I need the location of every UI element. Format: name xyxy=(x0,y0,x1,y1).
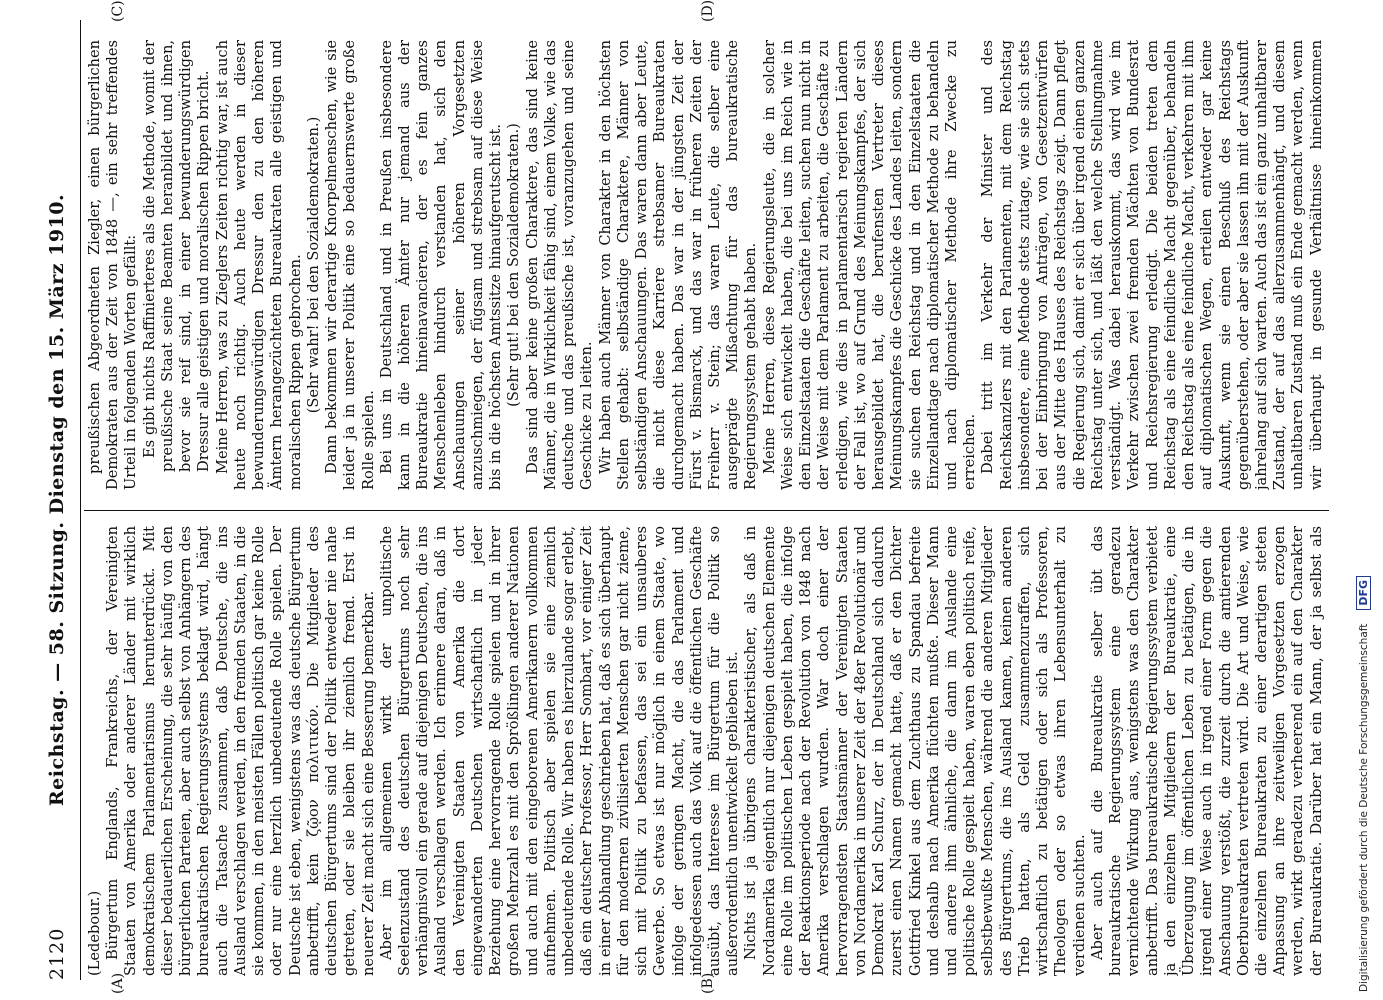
margin-mark-a: (A) xyxy=(110,972,126,994)
paragraph: Bei uns in Deutschland und in Preußen insbesondere kann in die höheren Ämter nur jemand aus der Bureaukratie hineinavancieren, der es fein ganzes Menschenleben hindurch verstanden hat, sich den Anschauungen seiner höheren Vorgesetzten anzuschmiegen, der fügsam und strebsam auf diese Weise bis in die höchsten Amtssitze hinaufgerutscht ist. xyxy=(377,40,505,490)
left-column xyxy=(86,526,1326,976)
dfg-logo: DFG xyxy=(1356,576,1371,610)
margin-mark-d: (D) xyxy=(700,0,716,22)
paragraph: Dabei tritt im Verkehr der Minister und des Reichskanzlers mit den Parlamenten, mit dem Reichstag insbesondere, eine Methode stets zutage, wie sie sich stets bei der Einbringung von Anträgen, von Gesetzentwürfen aus der Mitte des Hauses des Reichstags zeigt. Dann pflegt die Regierung sich, damit er sich über irgend einen ganzen Reichstag unter sich, und läßt den welche Stellungnahme verständigt. Was dabei herauskommt, das wird wie im Verkehr zwischen zwei fremden Mächten von Bundesrat und Reichsregierung erledigt. Die beiden treten dem Reichstag als eine feindliche Macht gegenüber, behandeln den Reichstag als eine feindliche Macht, verkehren mit ihm auf diplomatischen Wegen, erteilen entweder gar keine Auskunft, wenn sie einen Beschluß des Reichstags gegenüberstehen, oder aber sie lassen ihn mit der Auskunft jahrelang auf sich warten. Auch das ist ein ganz unhaltbarer Zustand, der auf das allerzusammenhängt, und diesem unhaltbaren Zustand muß ein Ende gemacht werden, wenn wir überhaupt in gesunde Verhältnisse hineinkommen xyxy=(979,40,1325,490)
paragraph: preußischen Abgeordneten Ziegler, einen bürgerlichen Demokraten aus der Zeit von 1848 —, ein sehr treffendes Urteil in folgenden Worten gefällt: xyxy=(86,40,140,490)
paragraph: Aber im allgemeinen wirkt der unpolitische Seelenzustand des deutschen Bürgertums noch sehr verhängnisvoll ein gerade auf diejenigen Deutschen, die ins Ausland verschlagen werden. Ich erinnere daran, daß in den Vereinigten Staaten von Amerika die dort eingewanderten Deutschen wirtschaftlich in jeder Beziehung eine hervorragende Rolle spielen und in ihrer großen Mehrzahl es mit den Sprößlingen anderer Nationen und auch mit den eingeborenen Amerikanern vollkommen aufnehmen. Politisch aber spielen sie eine ziemlich unbedeutende Rolle. Wir haben es hierzulande sogar erlebt, daß ein deutscher Professor, Herr Sombart, vor einiger Zeit in einer Abhandlung geschrieben hat, daß es sich überhaupt für den modernen zivilisierten Menschen gar nicht zieme, sich mit Politik zu befassen, das sei ein unsauberes Gewerbe. So etwas ist nur möglich in einem Staate, wo infolge der geringen Macht, die das Parlament und infolgedessen auch das Volk auf die öffentlichen Geschäfte ausübt, das Interesse im Bürgertum für die Politik so außerordentlich unentwickelt geblieben ist. xyxy=(377,526,742,976)
column-divider xyxy=(84,510,1329,511)
right-column xyxy=(86,40,1326,490)
paragraph: Nichts ist ja übrigens charakteristischer, als daß in Nordamerika eigentlich nur diejenigen deutschen Elemente eine Rolle im politischen Leben gespielt haben, die infolge der Reaktionsperiode nach der Revolution von 1848 nach Amerika verschlagen wurden. War doch einer der hervorragendsten Staatsmänner der Vereinigten Staaten von Nordamerika in unserer Zeit der 48er Revolutionär und Demokrat Karl Schurz, der in Deutschland sich dadurch zuerst einen Namen gemacht hatte, daß er den Dichter Gottfried Kinkel aus dem Zuchthaus zu Spandau befreite und deshalb nach Amerika flüchten mußte. Dieser Mann und andere ihm ähnliche, die dann im Auslande eine politische Rolle gespielt haben, waren eben politisch reife, selbstbewußte Menschen, während die anderen Mitglieder des Bürgertums, die ins Ausland kamen, keinen anderen Trieb hatten, als Geld zusammenzuraffen, sich wirtschaftlich zu betätigen oder sich als Professoren, Theologen oder so etwas ihren Lebensunterhalt zu verdienen suchten. xyxy=(742,526,1088,976)
quotation: Es gibt nichts Raffinierteres als die Methode, womit der preußische Staat seine Beamten heranbildet und ihnen, bevor sie reif sind, in einer bewunderungswürdigen Dressur alle geistigen und moralischen Rippen bricht. xyxy=(140,40,213,472)
paragraph: Wir haben auch Männer von Charakter in den höchsten Stellen gehabt: selbständige Charaktere, Männer von selbständigen Anschauungen. Das waren dann aber Leute, die nicht diese Karriere strebsamer Bureaukraten durchgemacht haben. Das war in der jüngsten Zeit der Fürst v. Bismarck, und das war in früheren Zeiten der Freiherr v. Stein; das waren Leute, die selber eine ausgeprägte Mißachtung für das bureaukratische Regierungssystem gehabt haben. xyxy=(596,40,760,490)
paragraph: Bürgertum Englands, Frankreichs, der Vereinigten Staaten von Amerika oder anderer Länder mit wirklich demokratischem Parlamentarismus herunterdrückt. Mit dieser bedauerlichen Erscheinung, die sehr häufig von den bürgerlichen Parteien, aber auch selbst von Anhängern des bureaukratischen Regierungssystems beklagt wird, hängt auch die Tatsache zusammen, daß Deutsche, die ins Ausland verschlagen werden, in den fremden Staaten, in die sie kommen, in den meisten Fällen politisch gar keine Rolle oder nur eine herzlich unbedeutende Rolle spielen. Der Deutsche ist eben, wenigstens was das deutsche Bürgertum anbetrifft, kein ζῷον πολιτικόν. Die Mitglieder des deutschen Bürgertums sind der Politik entweder nie nahe getreten, oder sie bleiben ihr ziemlich fremd. Erst in neuerer Zeit macht sich eine Besserung bemerkbar. xyxy=(104,526,377,976)
page-header xyxy=(40,20,78,980)
paragraph: Dann bekommen wir derartige Knorpelmenschen, wie sie leider ja in unserer Politik eine so bedauernswerte große Rolle spielen. xyxy=(323,40,377,490)
speaker-name: (Ledebour.) xyxy=(86,890,103,976)
interjection: (Sehr gut! bei den Sozialdemokraten.) xyxy=(505,123,523,407)
page-title: Reichstag. — 58. Sitzung. Dienstag den 15. März 1910. xyxy=(46,193,68,807)
digitization-watermark xyxy=(1352,8,1376,992)
margin-mark-b: (B) xyxy=(700,972,716,994)
paragraph: Meine Herren, diese Regierungsleute, die in solcher Weise sich entwickelt haben, die bei uns im Reich wie in den Einzelstaaten die Geschäfte leiten, suchen nun nicht in der Weise mit dem Parlament zu arbeiten, die Geschäfte zu erledigen, wie dies in parlamentarisch regierten Ländern der Fall ist, wo auf Grund des Meinungskampfes, der sich herausgebildet hat, die berufensten Vertreter dieses Meinungskampfes die Geschicke des Landes leiten, sondern sie suchen den Reichstag und in den Einzelstaaten die Einzellandtage nach diplomatischer Methode zu behandeln und nach diplomatischer Methode ihre Zwecke zu erreichen. xyxy=(760,40,979,490)
paragraph: Das sind aber keine großen Charaktere, das sind keine Männer, die in Wirklichkeit fähig sind, einem Volke, wie das deutsche und das preußische ist, voranzugehen und seine Geschicke zu leiten. xyxy=(523,40,596,490)
paragraph: Aber auch auf die Bureaukratie selber übt das bureaukratische Regierungssystem eine geradezu vernichtende Wirkung aus, wenigstens was den Charakter anbetrifft. Das bureaukratische Regierungssystem verbietet ja den einzelnen Mitgliedern der Bureaukratie, eine Überzeugung im öffentlichen Leben zu betätigen, die in irgend einer Weise auch in irgend einer Form gegen die Anschauung verstößt, die zurzeit durch die amtierenden Oberbureaukraten vertreten wird. Die Art und Weise, wie die einzelnen Bureaukraten zu einer derartigen steten Anpassung an ihre zeitweiligen Vorgesetzten erzogen werden, wirkt geradezu verheerend ein auf den Charakter der Bureaukratie. Darüber hat ein Mann, der ja selbst als xyxy=(1088,526,1325,976)
header-rule xyxy=(80,20,81,980)
margin-mark-c: (C) xyxy=(110,0,126,22)
interjection: (Sehr wahr! bei den Sozialdemokraten.) xyxy=(304,116,322,414)
paragraph: Meine Herren, was zu Zieglers Zeiten richtig war, ist auch heute noch richtig. Auch heute werden in dieser bewunderungswürdigen Dressur den zu den höheren Ämtern herangezüchteten Bureaukraten alle geistigen und moralischen Rippen gebrochen. xyxy=(213,40,304,490)
page-number: 2120 xyxy=(46,927,68,980)
watermark-text: Digitalisierung gefördert durch die Deutsche Forschungsgemeinschaft xyxy=(1358,623,1370,992)
